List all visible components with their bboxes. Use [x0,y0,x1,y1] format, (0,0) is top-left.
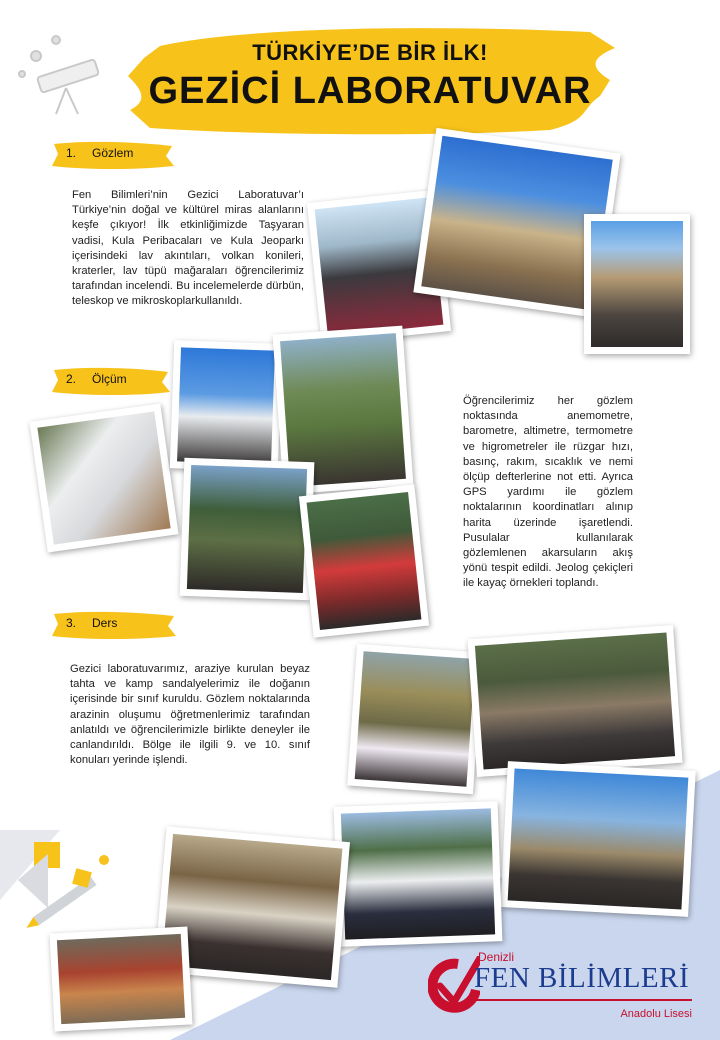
section-title: Ölçüm [92,372,127,386]
section-label-ders [48,610,178,640]
section-label-olcum [48,366,172,396]
section-number: 2. [66,372,77,386]
logo-name: FEN BİLİMLERİ [474,962,690,994]
photo-group-near-van [334,801,503,947]
header-subtitle: TÜRKİYE’DE BİR İLK! [252,40,488,65]
photo-student-explaining [347,644,483,794]
header-title: GEZİCİ LABORATUVAR [148,70,592,112]
section-text-olcum: Öğrencilerimiz her gözlem noktasında anemometre, barometre, altimetre, termometre ve higrometreler ile rüzgar hızı, basınç, rakım, sıcaklık ve nemi ölçüp defterlerine not etti. Ayrıca GPS yardımı ile gözlem noktalarının koordinatları alınıp harita üzerinde işaretlendi. Pusulalar kullanılarak gözlemlenen akarsuların akış yönü tespit edildi. Jeolog çekiçleri ile kayaç örnekleri toplandı. [463,395,633,590]
photo-notebook-writing [29,403,178,552]
photo-student-sample-jar [299,484,429,637]
photo-outdoor-class [467,625,682,777]
section-title: Ders [92,616,118,630]
telescope-icon [8,28,118,118]
photo-group-under-tree [500,761,695,917]
logo-divider [476,999,692,1001]
section-text-ders: Gezici laboratuvarımız, araziye kurulan beyaz tahta ve kamp sandalyelerimiz ile doğanın içerisinde bir sınıf kuruldu. Gözlem noktalarında arazinin oluşumu öğretmenlerimiz tarafından anlatıldı ve öğrencilerimizle birlikte deneyler ile canlandırıldı. Bölge ile ilgili 9. ve 10. sınıf konuları yerinde işlendi. [70,663,310,767]
logo-subtitle: Anadolu Lisesi [620,1008,692,1020]
photo-students-hillside [180,458,315,600]
section-label-gozlem [48,140,178,170]
stationery-icon [8,830,118,940]
photo-students-fairy-chimneys [584,214,690,354]
school-logo [428,950,698,1030]
section-number: 3. [66,616,77,630]
section-number: 1. [66,146,77,160]
section-title: Gözlem [92,146,134,160]
photo-lab-van [170,340,282,472]
section-text-gozlem: Fen Bilimleri’nin Gezici Laboratuvar’ı Türkiye’nin doğal ve kültürel miras alanlarını keşfe çıkıyor! İlk etkinliğimizde Taşyaran vadisi, Kula Peribacaları ve Kula Jeoparkı içerisindeki lav akıntıları, volkan konileri, kraterler, lav tüpü mağaraları öğrencilerimiz tarafından incelendi. Bu incelemelerde dürbün, teleskop ve mikroskoplarkullanıldı. [72,189,304,308]
photo-rock-samples-bowl [50,926,193,1031]
page-header [120,18,620,138]
logo-city: Denizli [478,950,515,964]
checkmark-logo-icon [428,956,480,1016]
